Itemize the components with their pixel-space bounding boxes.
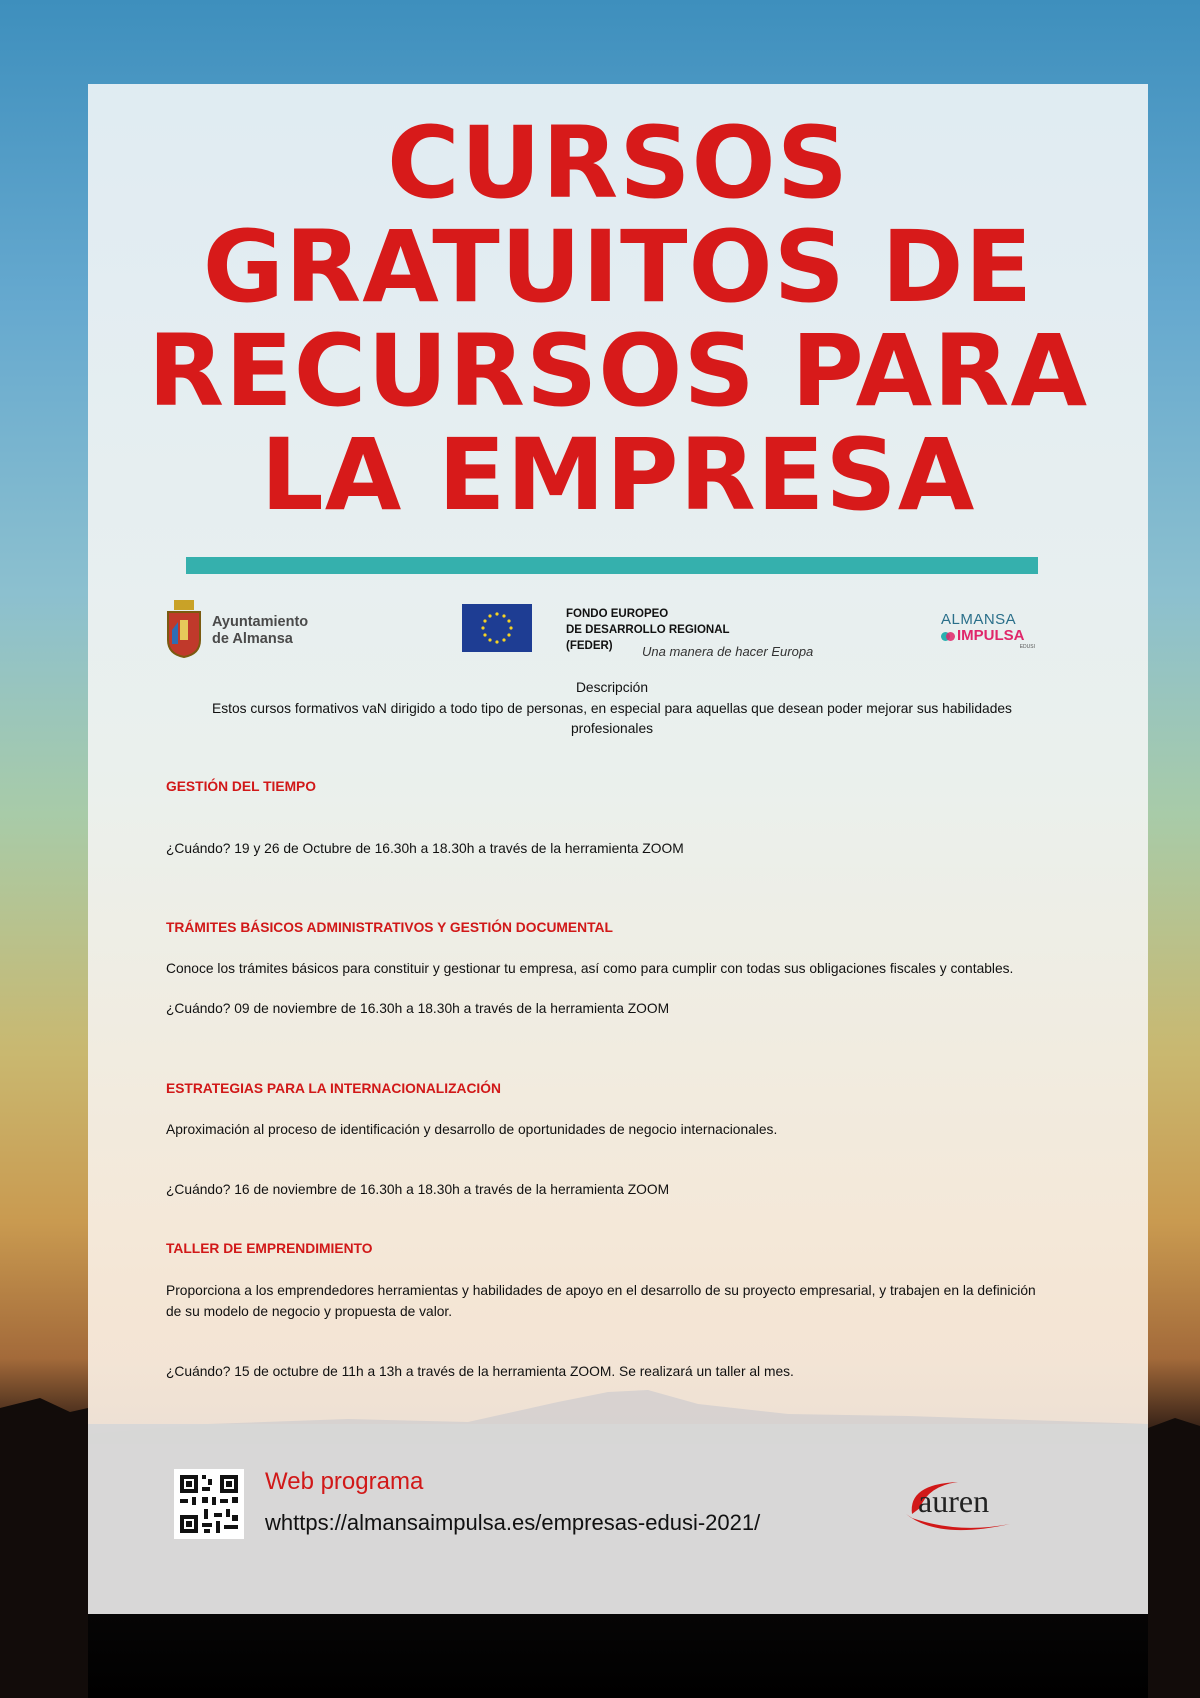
ayuntamiento-line-2: de Almansa	[212, 631, 293, 647]
course-when-2: ¿Cuándo? 09 de noviembre de 16.30h a 18.30h a través de la herramienta ZOOM	[166, 1001, 670, 1016]
ayuntamiento-logo-text	[212, 614, 308, 648]
feder-line-3: (FEDER)	[566, 640, 613, 652]
feder-line-1: FONDO EUROPEO	[566, 608, 669, 620]
course-title-2: TRÁMITES BÁSICOS ADMINISTRATIVOS Y GESTIÓN DOCUMENTAL	[166, 920, 613, 935]
feder-line-2: DE DESARROLLO REGIONAL	[566, 624, 730, 636]
page-title	[88, 106, 1148, 533]
course-title-4: TALLER DE EMPRENDIMIENTO	[166, 1241, 373, 1256]
almansa-logo-line-2	[941, 628, 1041, 644]
ayuntamiento-line-1: Ayuntamiento	[212, 614, 309, 630]
auren-logo	[898, 1474, 1028, 1534]
title-line-3: RECURSOS PARA	[147, 314, 1089, 429]
qr-code-icon[interactable]	[174, 1469, 244, 1539]
description-heading: Descripción	[575, 680, 649, 695]
course-text-4: Proporciona a los emprendedores herramientas y habilidades de apoyo en el desarrollo de su proyecto empresarial, y trabajen en la definición de su modelo de negocio y propuesta de valor.	[166, 1283, 1036, 1319]
course-when-4: ¿Cuándo? 15 de octubre de 11h a 13h a través de la herramienta ZOOM. Se realizará un taller al mes.	[166, 1364, 794, 1379]
web-program-url[interactable]: whttps://almansaimpulsa.es/empresas-edusi-2021/	[265, 1510, 761, 1535]
course-title-3: ESTRATEGIAS PARA LA INTERNACIONALIZACIÓN	[166, 1081, 501, 1096]
description	[174, 678, 1050, 740]
course-when-1: ¿Cuándo? 19 y 26 de Octubre de 16.30h a 18.30h a través de la herramienta ZOOM	[166, 841, 684, 856]
almansa-logo-line-3: EDUSI	[1019, 644, 1035, 650]
logos-row	[88, 592, 1148, 672]
course-text-2: Conoce los trámites básicos para constituir y gestionar tu empresa, así como para cumplir con todas sus obligaciones fiscales y contables.	[166, 961, 1014, 976]
course-text-3: Aproximación al proceso de identificación y desarrollo de oportunidades de negocio internacionales.	[166, 1122, 778, 1137]
course-when-3: ¿Cuándo? 16 de noviembre de 16.30h a 18.30h a través de la herramienta ZOOM	[166, 1182, 670, 1197]
course-title-1: GESTIÓN DEL TIEMPO	[166, 779, 316, 794]
title-line-4: LA EMPRESA	[260, 418, 976, 533]
web-program-title: Web programa	[265, 1468, 424, 1495]
poster-card	[88, 84, 1148, 1614]
almansa-logo-impulsa: IMPULSA	[957, 627, 1025, 644]
title-line-2: GRATUITOS DE	[202, 210, 1034, 325]
almansa-coat-of-arms-icon	[166, 600, 202, 658]
divider-bar	[186, 557, 1038, 574]
description-text: Estos cursos formativos vaN dirigido a todo tipo de personas, en especial para aquellas que desean poder mejorar sus habilidades profesionales	[212, 700, 1012, 736]
overlapping-circles-icon	[941, 632, 955, 641]
almansa-logo-line-1: ALMANSA	[941, 611, 1017, 628]
almansa-impulsa-logo	[941, 612, 1041, 651]
feder-tagline: Una manera de hacer Europa	[642, 644, 814, 659]
title-line-1: CURSOS	[386, 106, 850, 221]
auren-logo-text: auren	[918, 1483, 990, 1519]
eu-flag-icon	[462, 604, 532, 652]
